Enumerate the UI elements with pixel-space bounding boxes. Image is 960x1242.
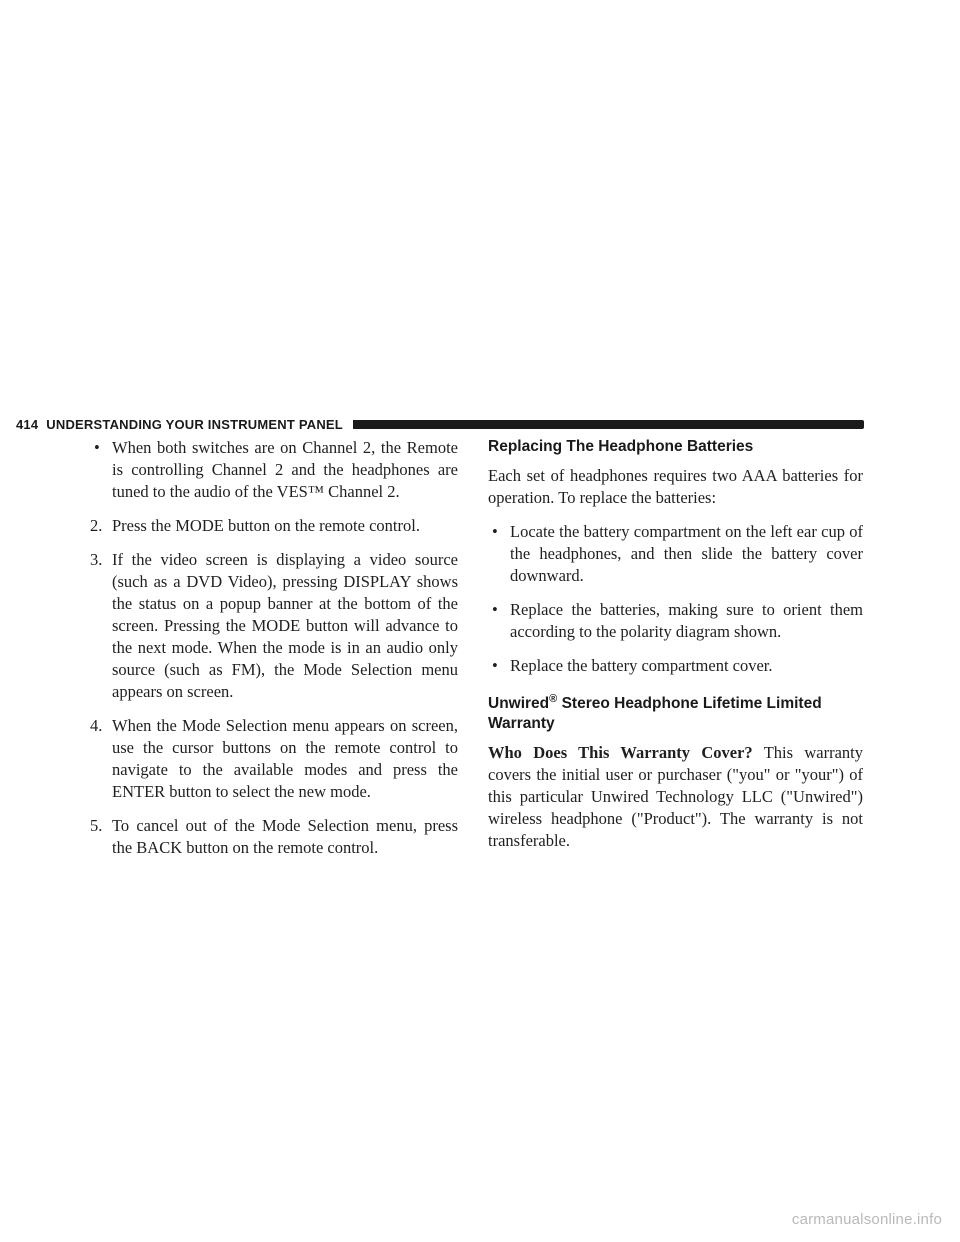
page-number: 414 [16, 416, 39, 432]
header-rule [353, 420, 864, 429]
bullet-text: Replace the batteries, making sure to orient them according to the polarity diagram shown. [510, 600, 863, 641]
bullet-icon: • [492, 522, 498, 541]
step-item [90, 549, 458, 703]
bullet-text: Locate the battery compartment on the left ear cup of the headphones, and then slide the battery cover downward. [510, 522, 863, 585]
heading-warranty-rest: Stereo Headphone Lifetime Limited Warranty [488, 695, 822, 733]
warranty-text: This warranty covers the initial user or purchaser ("you" or "your") of this particular Unwired Technology LLC ("Unwired") wireless headphone ("Product"). The warranty is not transferable. [488, 743, 863, 851]
list-item [488, 655, 863, 677]
warranty-runin-heading: Who Does This Warranty Cover? [488, 743, 753, 763]
brand-name: Unwired [488, 695, 550, 713]
list-item [488, 521, 863, 587]
step-text: If the video screen is displaying a video source (such as a DVD Video), pressing DISPLAY shows the status on a popup banner at the bottom of the screen. Pressing the MODE button will advance to the next mode. When the mode is in an audio only source (such as FM), the Mode Selection menu appears on screen. [112, 550, 458, 701]
heading-warranty [488, 689, 863, 734]
registered-mark: ® [549, 693, 558, 705]
step-item [90, 715, 458, 803]
section-title: UNDERSTANDING YOUR INSTRUMENT PANEL [46, 416, 343, 432]
battery-intro: Each set of headphones requires two AAA batteries for operation. To replace the batteries: [488, 466, 863, 507]
step-number: 2. [90, 516, 103, 535]
bullet-text: When both switches are on Channel 2, the Remote is controlling Channel 2 and the headphones are tuned to the audio of the VES™ Channel 2. [112, 438, 458, 501]
step-text: Press the MODE button on the remote control. [112, 516, 420, 535]
heading-replacing-batteries: Replacing The Headphone Batteries [488, 438, 754, 455]
step-number: 4. [90, 716, 103, 735]
bullet-icon: • [492, 600, 498, 619]
watermark: carmanualsonline.info [791, 1211, 942, 1228]
step-text: When the Mode Selection menu appears on screen, use the cursor buttons on the remote control to navigate to the available modes and press the ENTER button to select the new mode. [112, 716, 458, 801]
step-number: 3. [90, 550, 103, 569]
bullet-icon: • [492, 656, 498, 675]
step-item [90, 515, 458, 537]
step-item [90, 815, 458, 859]
warranty-paragraph [488, 742, 863, 852]
left-column [90, 437, 458, 871]
step-number: 5. [90, 816, 103, 835]
step-text: To cancel out of the Mode Selection menu, press the BACK button on the remote control. [112, 816, 458, 857]
list-item [488, 599, 863, 643]
list-item [90, 437, 458, 503]
page-header [16, 414, 864, 434]
bullet-text: Replace the battery compartment cover. [510, 656, 773, 675]
right-column [488, 437, 863, 864]
bullet-icon: • [94, 438, 100, 457]
